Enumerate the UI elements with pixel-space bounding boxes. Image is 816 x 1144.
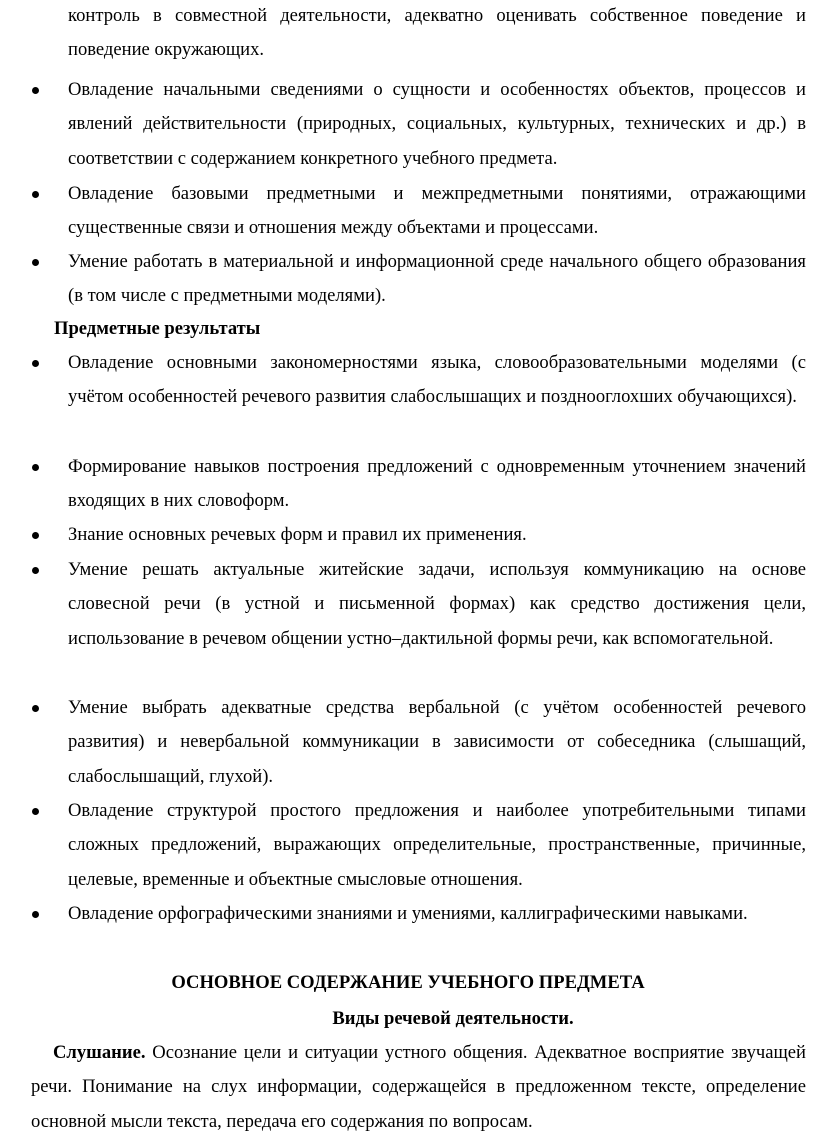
continuation-paragraph: контроль в совместной деятельности, адекватно оценивать собственное поведение и поведение окружающих. xyxy=(68,5,806,61)
bullet-icon xyxy=(32,911,39,918)
bullet-icon xyxy=(32,87,39,94)
list-item-text: Овладение начальными сведениями о сущности и особенностях объектов, процессов и явлений действительности (природных, социальных, культурных, технических и др.) в соответствии с содержанием конкретного учебного предмета. xyxy=(68,79,806,169)
bullet-icon xyxy=(32,705,39,712)
list-item xyxy=(68,691,806,794)
list-item xyxy=(68,794,806,897)
section-subheading: Виды речевой деятельности. xyxy=(332,1008,574,1029)
list-item-text: Овладение базовыми предметными и межпредметными понятиями, отражающими существенные связи и отношения между объектами и процессами. xyxy=(68,183,806,239)
list-item xyxy=(68,177,806,246)
bullet-icon xyxy=(32,191,39,198)
list-item xyxy=(68,245,806,314)
list-item xyxy=(68,897,806,931)
bullet-icon xyxy=(32,567,39,574)
subject-results-heading: Предметные результаты xyxy=(54,318,261,339)
list-item-text: Знание основных речевых форм и правил их применения. xyxy=(68,524,527,545)
list-item-text: Умение выбрать адекватные средства вербальной (с учётом особенностей речевого развития) и невербальной коммуникации в зависимости от собеседника (слышащий, слабослышащий, глухой). xyxy=(68,697,806,787)
main-section-heading: ОСНОВНОЕ СОДЕРЖАНИЕ УЧЕБНОГО ПРЕДМЕТА xyxy=(171,972,645,993)
bullet-icon xyxy=(32,464,39,471)
list-item-text: Умение решать актуальные житейские задачи, используя коммуникацию на основе словесной речи (в устной и письменной формах) как средство достижения цели, использование в речевом общении устно–дактильной формы речи, как вспомогательной. xyxy=(68,559,806,649)
list-item-text: Овладение орфографическими знаниями и умениями, каллиграфическими навыками. xyxy=(68,903,748,924)
bullet-icon xyxy=(32,808,39,815)
list-item-text: Умение работать в материальной и информационной среде начального общего образования (в том числе с предметными моделями). xyxy=(68,251,806,307)
list-item xyxy=(68,346,806,415)
bullet-icon xyxy=(32,360,39,367)
list-item-text: Овладение основными закономерностями языка, словообразовательными моделями (с учётом особенностей речевого развития слабослышащих и позднооглохших обучающихся). xyxy=(68,352,806,408)
listening-text: Осознание цели и ситуации устного общения. Адекватное восприятие звучащей речи. Понимание на слух информации, содержащейся в предложенном тексте, определение основной мысли текста, передача его содержания по вопросам. xyxy=(31,1042,806,1132)
list-item-text: Формирование навыков построения предложений с одновременным уточнением значений входящих в них словоформ. xyxy=(68,456,806,512)
list-item xyxy=(68,553,806,656)
list-item xyxy=(68,518,806,552)
list-item xyxy=(68,73,806,176)
list-item-text: Овладение структурой простого предложения и наиболее употребительными типами сложных предложений, выражающих определительные, пространственные, причинные, целевые, временные и объектные смысловые отношения. xyxy=(68,800,806,890)
bullet-icon xyxy=(32,259,39,266)
listening-paragraph xyxy=(31,1036,806,1139)
listening-label: Слушание. xyxy=(53,1042,146,1063)
bullet-icon xyxy=(32,532,39,539)
list-item xyxy=(68,450,806,519)
